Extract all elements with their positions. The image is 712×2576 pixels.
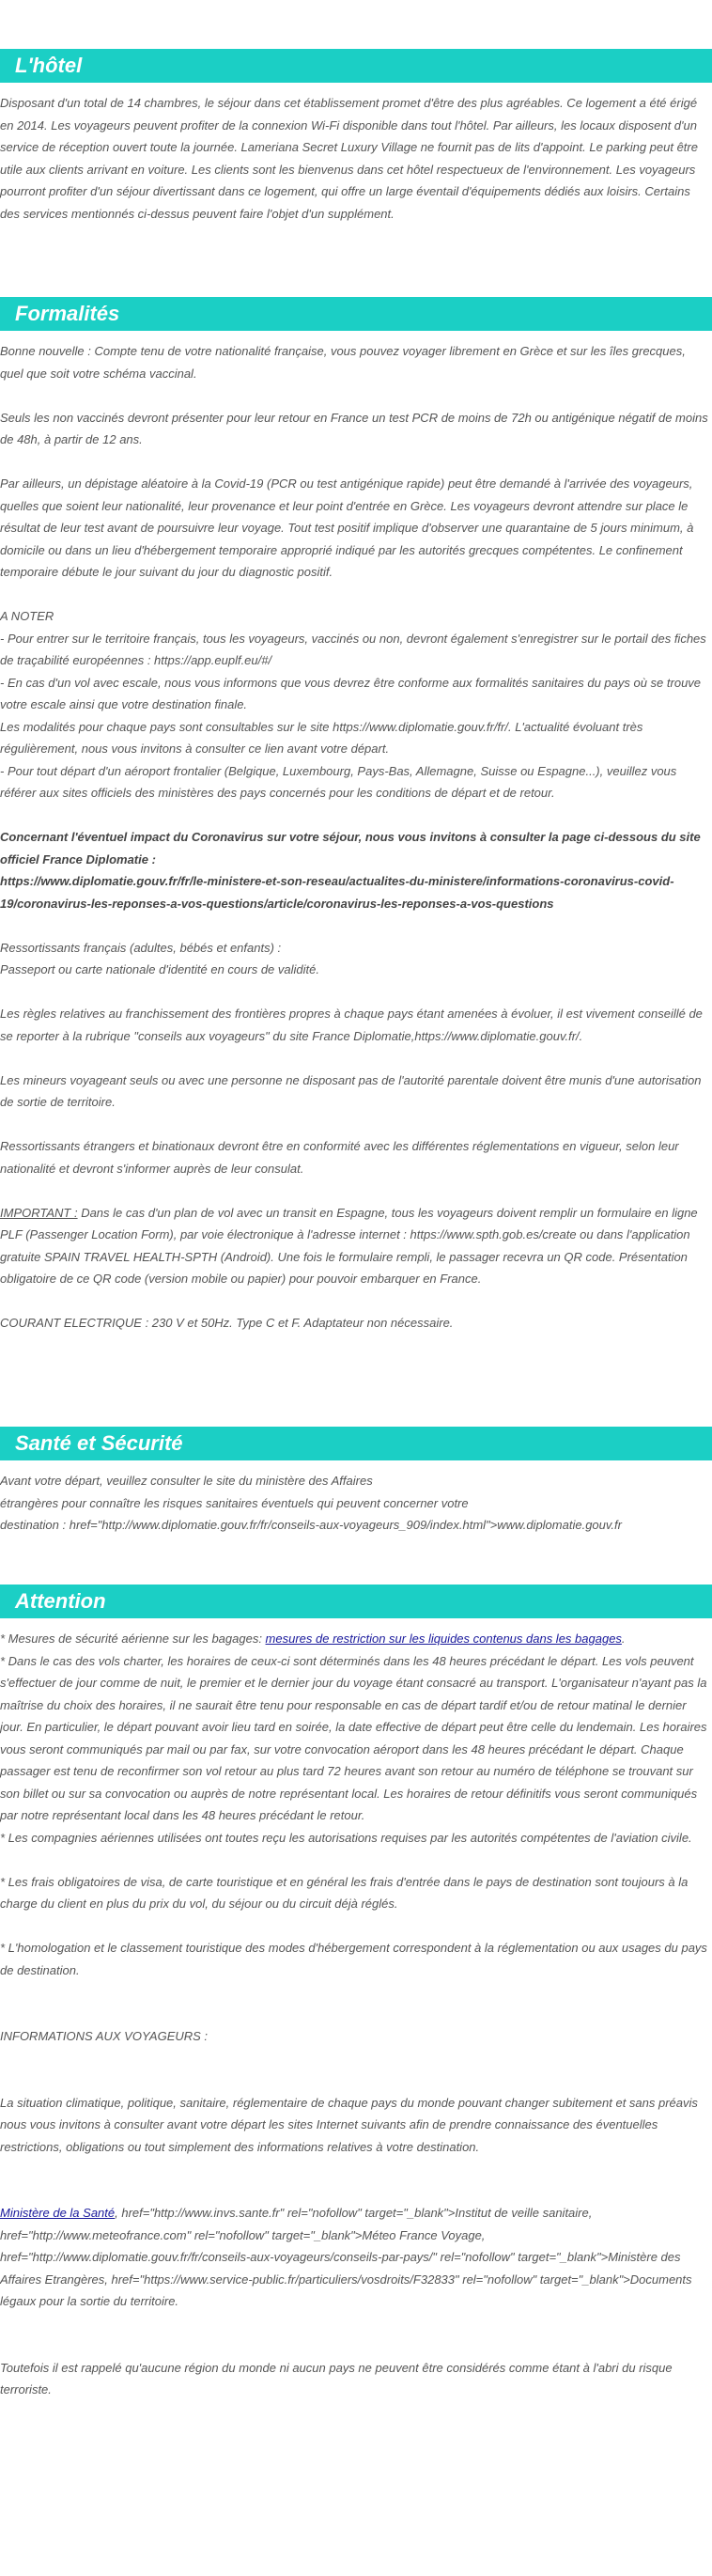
formalites-p1: Bonne nouvelle : Compte tenu de votre nationalité française, vous pouvez voyager librement en Grèce et sur les îles grecques, quel que soit votre schéma vaccinal. [0,344,689,381]
important-text: Dans le cas d'un plan de vol avec un transit en Espagne, tous les voyageurs doivent remplir un formulaire en ligne PLF (Passenger Location Form), par voie électronique à l'adresse internet : https://www.spth.gob.es/create ou dans l'application gratuite SPAIN TRAVEL HEALTH-SPTH (Android). Une fois le formulaire rempli, le passager recevra un QR code. Présentation obligatoire de ce QR code (version mobile ou papier) pour pouvoir embarquer en France. [0,1205,702,1286]
important-label: IMPORTANT : [0,1205,78,1220]
attention-links-text: , href="http://www.invs.sante.fr" rel="nofollow" target="_blank">Institut de veille sanitaire, href="http://www.meteofrance.com" rel="nofollow" target="_blank">Méteo France Voyage, href="http://www.diplomatie.gouv.fr/fr/conseils-aux-voyageurs/conseils-par-pays/" rel="nofollow" target="_blank">Ministère des Affaires Etrangères, href="https://www.service-public.fr/particuliers/vosdroits/F32833" rel="nofollow" target="_blank">Documents légaux pour la sortie du territoire. [0,2206,696,2308]
attention-links [0,2202,712,2313]
formalites-important [0,1202,712,1290]
hotel-section [0,49,712,225]
attention-section [0,1585,712,2401]
attention-p1-suffix: . [621,1631,626,1646]
attention-p1-prefix: * Mesures de sécurité aérienne sur les bagages: [0,1631,266,1646]
formalites-regles: Les règles relatives au franchissement des frontières propres à chaque pays étant amenées à évoluer, il est vivement conseillé de se reporter à la rubrique "conseils aux voyageurs" du site France Diplomatie,https://www.diplomatie.gouv.fr/. [0,1007,706,1043]
attention-heading: Attention [0,1585,712,1618]
formalites-mineurs: Les mineurs voyageant seuls ou avec une personne ne disposant pas de l'autorité parentale doivent être munis d'une autorisation de sortie de territoire. [0,1072,705,1109]
formalites-ressortissants: Ressortissants français (adultes, bébés et enfants) : Passeport ou carte nationale d'identité en cours de validité. [0,940,319,976]
ministere-sante-link[interactable]: Ministère de la Santé [0,2206,116,2220]
hotel-heading: L'hôtel [0,49,712,83]
sante-text: Avant votre départ, veuillez consulter le site du ministère des Affaires étrangères pour connaître les risques sanitaires éventuels qui peuvent concerner votre destination : href="http://www.diplomatie.gouv.fr/fr/conseils-aux-voyageurs_909/index.html">www.diplomatie.gouv.fr [0,1474,622,1532]
attention-p1 [0,1628,712,1650]
formalites-p3: Par ailleurs, un dépistage aléatoire à la Covid-19 (PCR ou test antigénique rapide) peut être demandé à l'arrivée des voyageurs, quelles que soient leur nationalité, leur provenance et leur point d'entrée en Grèce. Les voyageurs devront attendre sur place le résultat de leur test avant de poursuivre leur voyage. Tout test positif implique d'observer une quarantaine de 5 jours minimum, à domicile ou dans un lieu d'hébergement temporaire approprié indiqué par les autorités grecques compétentes. Le confinement temporaire débute le jour suivant du jour du diagnostic positif. [0,476,697,579]
formalites-coronavirus: Concernant l'éventuel impact du Coronavirus sur votre séjour, nous vous invitons à consulter la page ci-dessous du site officiel France Diplomatie : https://www.diplomatie.gouv.fr/fr/le-ministere-et-son-reseau/actualites-du-ministere/informations-coronavirus-covid-19/coronavirus-les-reponses-a-vos-questions/article/coronavirus-les-reponses-a-vos-questions [0,830,701,911]
formalites-p2: Seuls les non vaccinés devront présenter pour leur retour en France un test PCR de moins de 72h ou antigénique négatif de moins de 48h, à partir de 12 ans. [0,410,712,446]
formalites-section [0,297,712,1335]
formalites-heading: Formalités [0,297,712,331]
attention-situation: La situation climatique, politique, sanitaire, réglementaire de chaque pays du monde pouvant changer subitement et sans préavis nous vous invitons à consulter avant votre départ les sites Internet suivants afin de prendre connaissance des éventuelles restrictions, obligations ou tout simplement des informations relatives à votre destination. [0,2095,698,2154]
formalites-courant: COURANT ELECTRIQUE : 230 V et 50Hz. Type C et F. Adaptateur non nécessaire. [0,1316,454,1330]
formalites-etrangers: Ressortissants étrangers et binationaux devront être en conformité avec les différentes réglementations en vigueur, selon leur nationalité et devront s'informer auprès de leur consulat. [0,1139,683,1176]
sante-heading: Santé et Sécurité [0,1427,712,1460]
sante-section [0,1427,712,1537]
attention-infos-heading: INFORMATIONS AUX VOYAGEURS : [0,2029,209,2043]
hotel-description: Disposant d'un total de 14 chambres, le séjour dans cet établissement promet d'être des plus agréables. Ce logement a été érigé en 2014. Les voyageurs peuvent profiter de la connexion Wi-Fi disponible dans tout l'hôtel. Par ailleurs, les locaux disposent d'un service de réception ouvert toute la journée. Lameriana Secret Luxury Village ne fournit pas de lits d'appoint. Le parking peut être utile aux clients arrivant en voiture. Les clients sont les bienvenus dans cet hôtel respectueux de l'environnement. Les voyageurs pourront profiter d'un séjour divertissant dans ce logement, qui offre un large éventail d'équipements dédiés aux loisirs. Certains des services mentionnés ci-dessus peuvent faire l'objet d'un supplément. [0,96,702,221]
attention-homologation: * L'homologation et le classement touristique des modes d'hébergement correspondent à la réglementation ou aux usages du pays de destination. [0,1941,711,1977]
attention-frais: * Les frais obligatoires de visa, de carte touristique et en général les frais d'entrée dans le pays de destination sont toujours à la charge du client en plus du prix du vol, du séjour ou du circuit déjà réglés. [0,1874,691,1911]
attention-charter: * Dans le cas des vols charter, les horaires de ceux-ci sont déterminés dans les 48 heures précédant le départ. Les vols peuvent s'effectuer de jour comme de nuit, le premier et le dernier jour du voyage étant consacré au transport. L'organisateur n'ayant pas la maîtrise du choix des horaires, il ne saurait être tenu pour responsable en cas de départ tardif et/ou de retour matinal le dernier jour. En particulier, le départ pouvant avoir lieu tard en soirée, la date effective de départ peut être celle du lendemain. Les horaires vous seront communiqués par mail ou par fax, sur votre convocation aéroport dans les 48 heures précédant le départ. Chaque passager est tenu de reconfirmer son vol retour au plus tard 72 heures avant son retour au numéro de téléphone se trouvant sur son billet ou sur sa convocation ou auprès de notre représentant local. Les horaires de retour définitifs vous seront communiqués par notre représentant local dans les 48 heures précédant le retour. * Les compagnies aériennes utilisées ont toutes reçu les autorisations requises par les autorités compétentes de l'aviation civile. [0,1653,707,1845]
attention-terrorisme: Toutefois il est rappelé qu'aucune région du monde ni aucun pays ne peuvent être considérés comme étant à l'abri du risque terroriste. [0,2360,676,2396]
liquids-restriction-link[interactable]: mesures de restriction sur les liquides contenus dans les bagages [265,1631,622,1646]
formalites-note: A NOTER - Pour entrer sur le territoire français, tous les voyageurs, vaccinés ou non, devront également s'enregistrer sur le portail des fiches de traçabilité européennes : https://app.euplf.eu/#/ - En cas d'un vol avec escale, nous vous informons que vous devrez être conforme aux formalités sanitaires du pays où se trouve votre escale ainsi que votre destination finale. Les modalités pour chaque pays sont consultables sur le site https://www.diplomatie.gouv.fr/fr/. L'actualité évoluant très régulièrement, nous vous invitons à consulter ce lien avant votre départ. - Pour tout départ d'un aéroport frontalier (Belgique, Luxembourg, Pays-Bas, Allemagne, Suisse ou Espagne...), veuillez vous référer aux sites officiels des ministères des pays concernés pour les conditions de départ et de retour. [0,609,706,800]
